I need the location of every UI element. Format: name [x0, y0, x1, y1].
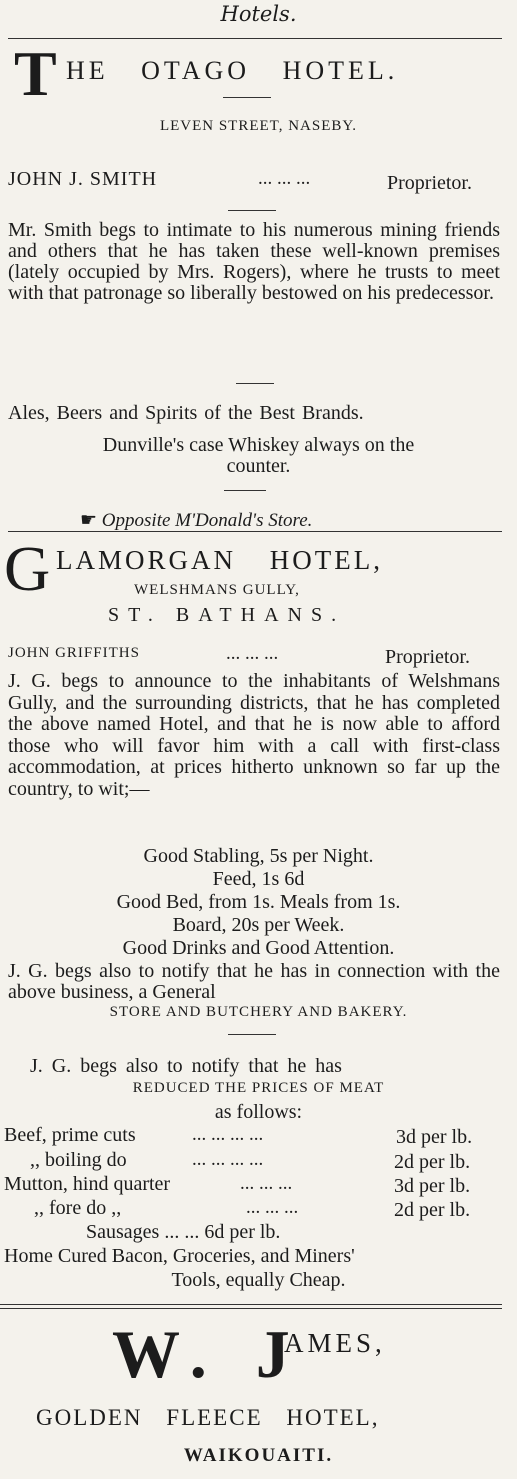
pointing-hand-icon: ☛: [80, 510, 98, 531]
footer-text: Opposite M'Donald's Store.: [101, 510, 313, 531]
divider: [228, 210, 276, 211]
leader-dots: ... ... ... ...: [192, 1149, 264, 1170]
hotel-address: LEVEN STREET, NASEBY.: [159, 118, 358, 134]
hotel-name: GOLDEN FLEECE HOTEL,: [36, 1405, 380, 1430]
price-item: Beef, prime cuts: [4, 1124, 136, 1146]
proprietor-label: Proprietor.: [385, 646, 470, 668]
hotel-place: WAIKOUAITI.: [183, 1445, 334, 1466]
ad-footer: [80, 509, 312, 532]
section-heading: Hotels.: [220, 2, 297, 26]
whiskey-line: Dunville's case Whiskey always on the: [102, 434, 415, 456]
price-value: 3d per lb.: [396, 1126, 473, 1148]
meat-follows: as follows:: [214, 1101, 303, 1123]
decorative-initial-g: G: [4, 533, 51, 604]
meat-intro: J. G. begs also to notify that he has: [30, 1055, 342, 1077]
divider: [228, 1034, 276, 1035]
sausages-line: Sausages ... ... 6d per lb.: [86, 1221, 281, 1243]
price-value: 2d per lb.: [394, 1151, 471, 1173]
tariff-item: Good Stabling, 5s per Night.: [143, 845, 374, 867]
price-value: 2d per lb.: [394, 1199, 471, 1221]
leader-dots: ... ... ...: [246, 1197, 299, 1218]
tariff-item: Good Bed, from 1s. Meals from 1s.: [116, 891, 401, 913]
bacon-line-2: Tools, equally Cheap.: [171, 1269, 346, 1291]
decorative-initial-t: T: [14, 38, 57, 109]
hotel-title: HE OTAGO HOTEL.: [66, 56, 399, 85]
top-rule: [8, 38, 502, 39]
decorative-initials-wj: W. J: [112, 1316, 306, 1392]
tariff-item: Good Drinks and Good Attention.: [122, 937, 395, 959]
price-item: ,, boiling do: [30, 1149, 127, 1171]
leader-dots: ... ... ... ...: [192, 1124, 264, 1145]
leader-dots: ... ... ...: [240, 1173, 293, 1194]
hotel-notice: Mr. Smith begs to intimate to his numerous mining friends and others that he has taken these well-known premises (lately occupied by Mrs. Rogers), where he trusts to meet with that patronage so liberally bestowed on his predecessor.: [8, 219, 500, 304]
ad-rule-double: [0, 1308, 502, 1309]
proprietor-name-rest: AMES,: [284, 1328, 386, 1358]
location-line: WELSHMANS GULLY,: [134, 582, 300, 598]
ales-line: Ales, Beers and Spirits of the Best Brands.: [8, 402, 364, 424]
divider: [224, 490, 266, 491]
price-value: 3d per lb.: [394, 1175, 471, 1197]
hotel-title: LAMORGAN HOTEL,: [56, 545, 383, 575]
divider: [223, 97, 271, 98]
ad-rule: [0, 1304, 502, 1305]
price-item: Mutton, hind quarter: [4, 1173, 171, 1195]
proprietor-name: JOHN GRIFFITHS: [8, 645, 140, 661]
leader-dots: ... ... ...: [226, 643, 279, 664]
store-caps: STORE AND BUTCHERY AND BAKERY.: [109, 1004, 408, 1020]
ad-rule: [8, 531, 502, 532]
leader-dots: ... ... ...: [258, 168, 311, 189]
divider: [236, 383, 274, 384]
tariff-item: Board, 20s per Week.: [172, 914, 345, 936]
store-notice: J. G. begs also to notify that he has in connection with the above business, a General: [8, 960, 500, 1003]
meat-caps: REDUCED THE PRICES OF MEAT: [132, 1080, 385, 1096]
hotel-notice: J. G. begs to announce to the inhabitants of Welshmans Gully, and the surrounding districts, that he has completed the above named Hotel, and that he is now able to afford those who will favor him with a call with first-class accommodation, at prices hitherto unknown so far up the country, to wit;—: [8, 670, 500, 800]
location-town: ST. BATHANS.: [108, 604, 346, 626]
bacon-line: Home Cured Bacon, Groceries, and Miners': [4, 1245, 355, 1267]
whiskey-line-2: counter.: [226, 455, 291, 477]
proprietor-name: JOHN J. SMITH: [8, 168, 158, 190]
proprietor-label: Proprietor.: [387, 172, 472, 194]
price-item: ,, fore do ,,: [34, 1197, 122, 1219]
tariff-item: Feed, 1s 6d: [212, 868, 305, 890]
